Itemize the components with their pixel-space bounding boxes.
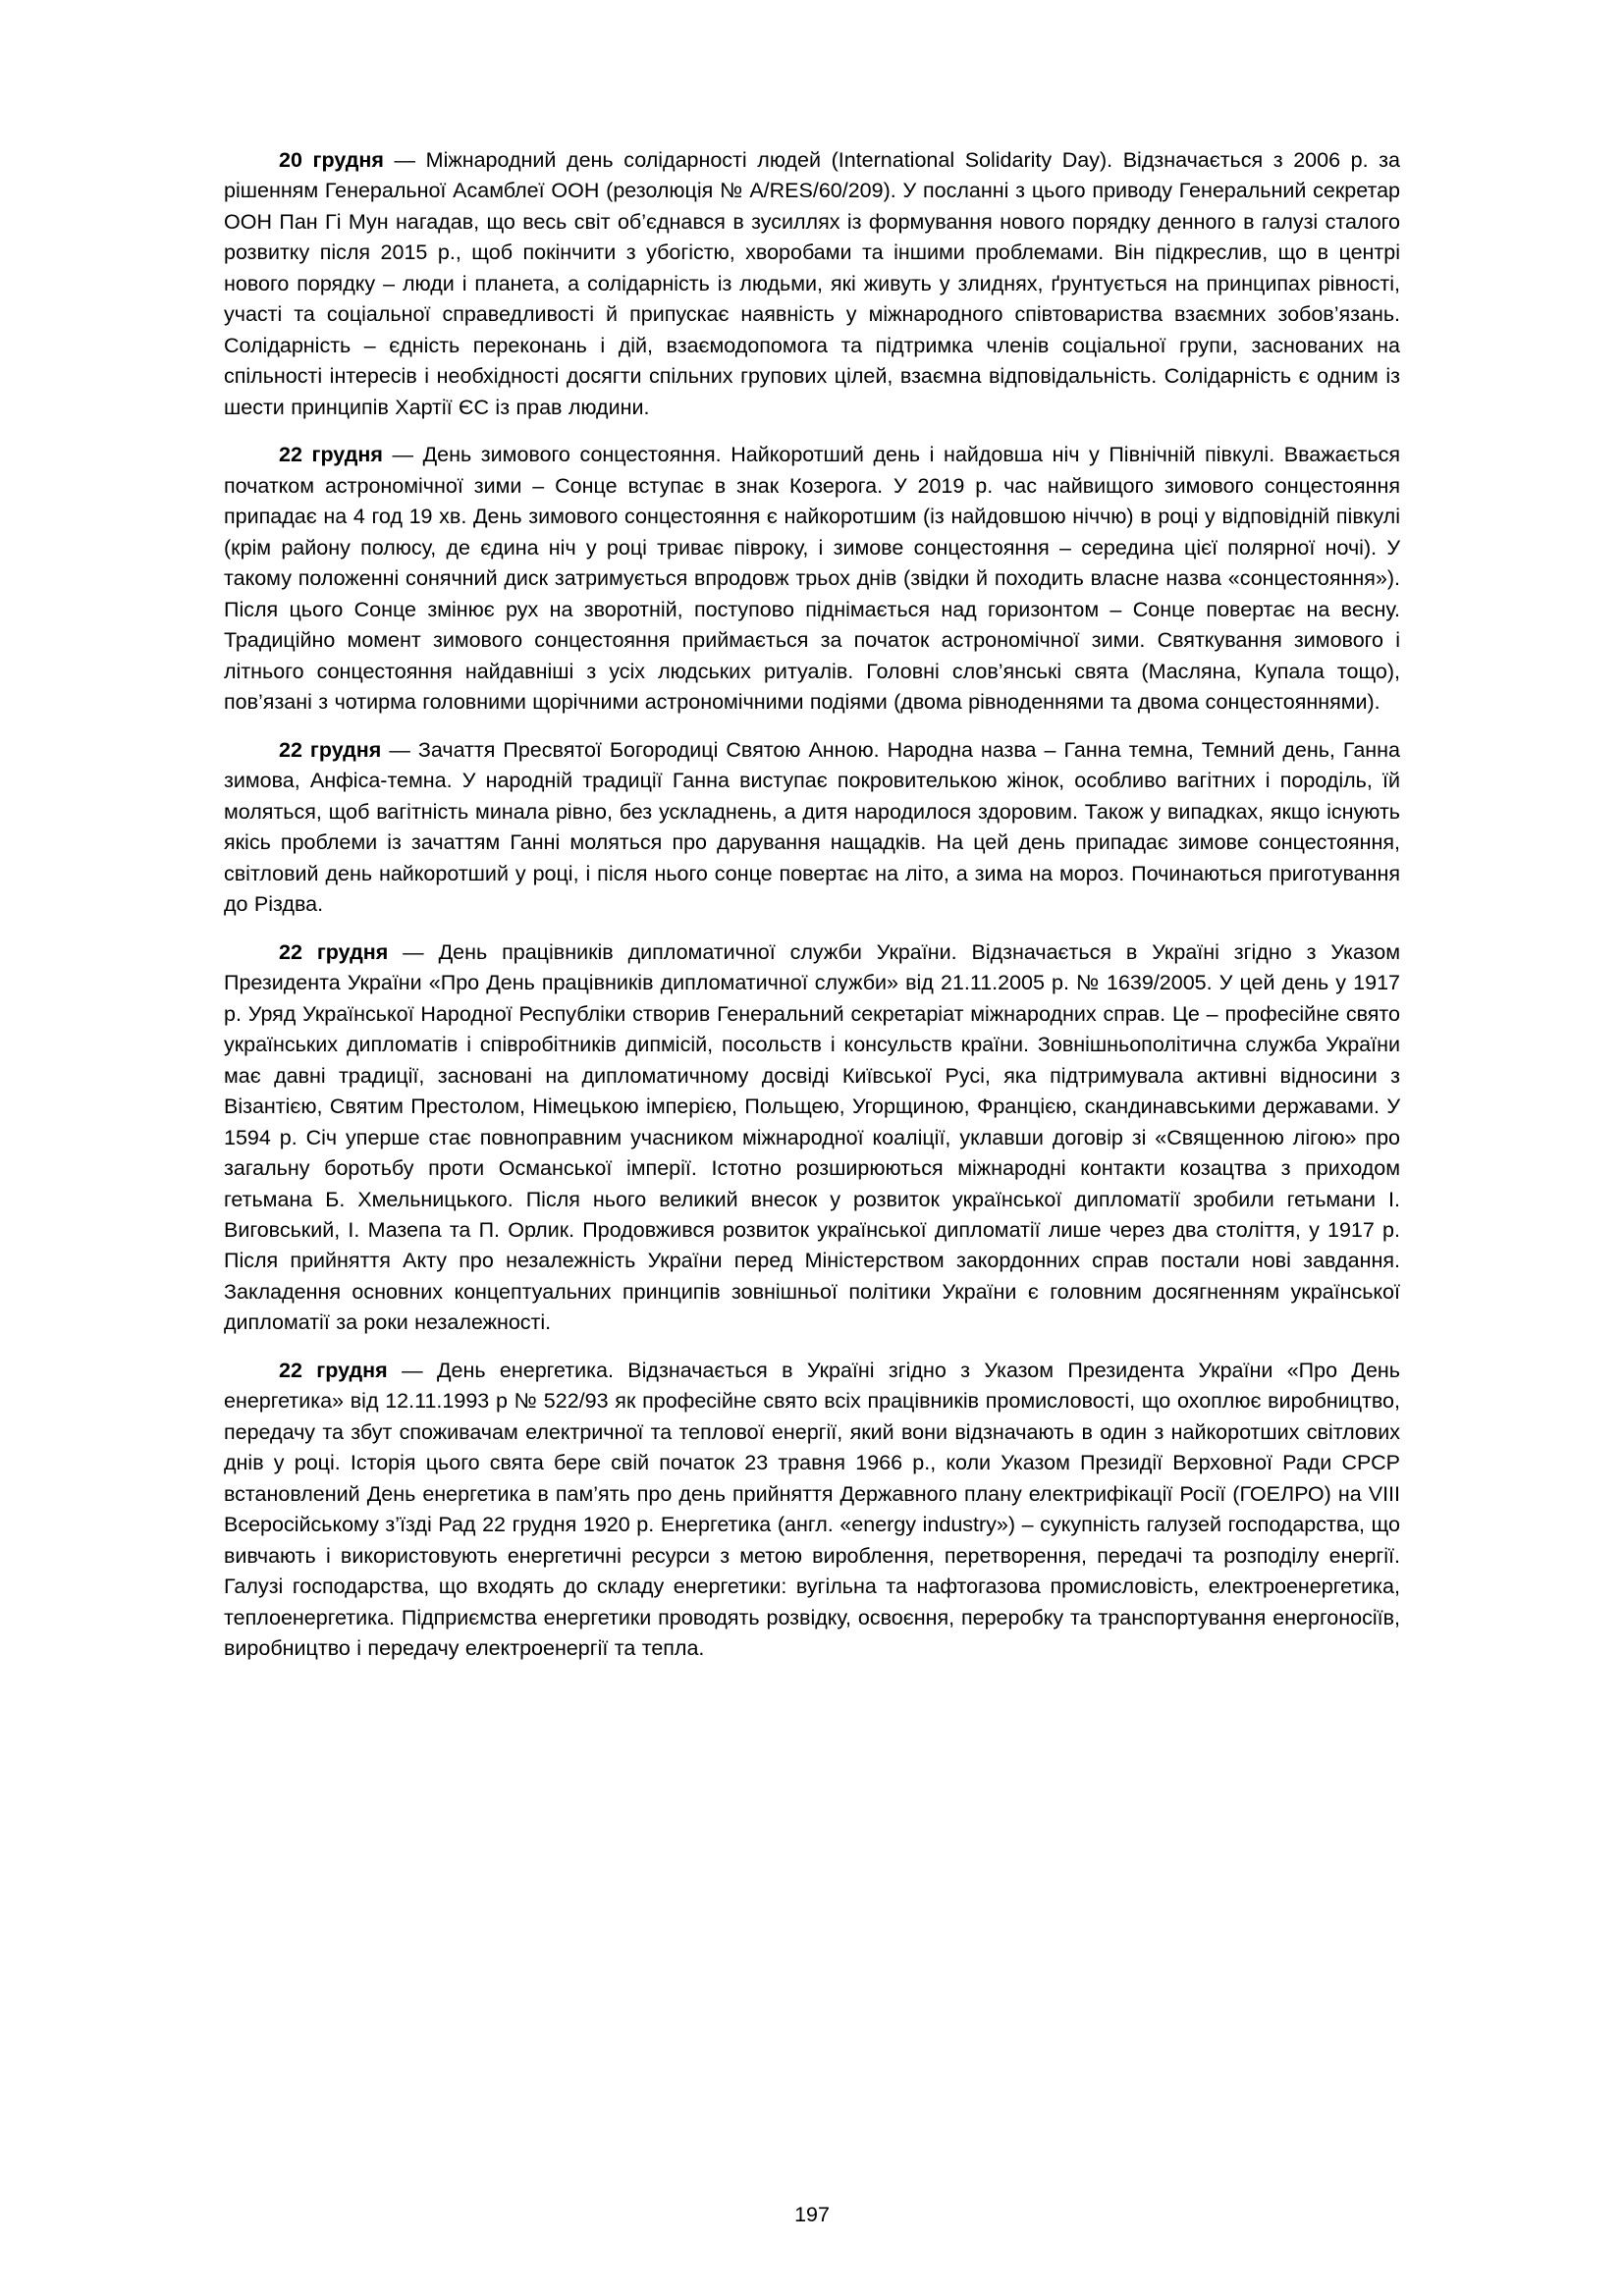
entry-text: День енергетика. Відзначається в Україні згідно з Указом Президента України «Про День енергетика» від 12.11.1993 р № 522/93 як професійне свято всіх працівників промисловості, що охоплює виробництво, передачу та збут споживачам електричної та теплової енергії, який вони відзначають в один з найкоротших світлових днів у році. Історія цього свята бере свій початок 23 травня 1966 р., коли Указом Президії Верховної Ради СРСР встановлений День енергетика в пам’ять про день прийняття Державного плану електрифікації Росії (ГОЕЛРО) на VIII Всеросійському з’їзді Рад 22 грудня 1920 р. Енергетика (англ. «energy industry») – сукупність галузей господарства, що вивчають і використовують енергетичні ресурси з метою вироблення, перетворення, передачі та розподілу енергії. Галузі господарства, що входять до складу енергетики: вугільна та нафтогазова промисловість, електроенергетика, теплоенергетика. Підприємства енергетики проводять розвідку, освоєння, переробку та транспортування енергоносіїв, виробництво і передачу електроенергії та тепла. (224, 1358, 1400, 1661)
entry-dash: — (382, 443, 423, 467)
entry-text: Міжнародний день солідарності людей (International Solidarity Day). Відзначається з 2006 р. за рішенням Генеральної Асамблеї ООН (резолюція № A/RES/60/209). У посланні з цього приводу Генеральний секретар ООН Пан Гі Мун нагадав, що весь світ об’єднався в зусиллях із формування нового порядку денного в галузі сталого розвитку після 2015 р., щоб покінчити з убогістю, хворобами та іншими проблемами. Він підкреслив, що в центрі нового порядку – люди і планета, а солідарність із людьми, які живуть у злиднях, ґрунтується на принципах рівності, участі та соціальної справедливості й припускає наявність у міжнародного співтовариства взаємних зобов’язань. Солідарність – єдність переконань і дій, взаємодопомога та підтримка членів соціальної групи, заснованих на спільності інтересів і необхідності досягти спільних групових цілей, взаємна відповідальність. Солідарність є одним із шести принципів Хартії ЄС із прав людини. (224, 148, 1400, 419)
calendar-entry (224, 145, 1400, 423)
entry-date: 20 грудня (279, 148, 384, 172)
entry-text: Зачаття Пресвятої Богородиці Святою Анною. Народна назва – Ганна темна, Темний день, Ганна зимова, Анфіса-темна. У народній традиції Ганна виступає покровителькою жінок, особливо вагітних і породіль, їй моляться, щоб вагітність минала рівно, без ускладнень, а дитя народилося здоровим. Також у випадках, якщо існують якісь проблеми із зачаттям Ганні моляться про дарування нащадків. На цей день припадає зимове сонцестояння, світловий день найкоротший у році, і після нього сонце повертає на літо, а зима на мороз. Починаються приготування до Різдва. (224, 737, 1401, 917)
entry-dash: — (388, 939, 439, 964)
calendar-entry (224, 937, 1400, 1339)
entry-date: 22 грудня (279, 443, 383, 467)
calendar-entry (224, 735, 1400, 921)
calendar-entry (224, 440, 1400, 718)
entry-date: 22 грудня (279, 1358, 388, 1382)
entry-text: День працівників дипломатичної служби України. Відзначається в Україні згідно з Указом Президента України «Про День працівників дипломатичної служби» від 21.11.2005 р. № 1639/2005. У цей день у 1917 р. Уряд Української Народної Республіки створив Генеральний секретаріат міжнародних справ. Це – професійне свято українських дипломатів і співробітників дипмісій, посольств і консульств країни. Зовнішньополітична служба України має давні традиції, засновані на дипломатичному досвіді Київської Русі, яка підтримувала активні відносини з Візантією, Святим Престолом, Німецькою імперією, Польщею, Угорщиною, Францією, скандинавськими державами. У 1594 р. Січ уперше стає повноправним учасником міжнародної коаліції, уклавши договір зі «Священною лігою» про загальну боротьбу проти Османської імперії. Істотно розширюються міжнародні контакти козацтва з приходом гетьмана Б. Хмельницького. Після нього великий внесок у розвиток української дипломатії зробили гетьмани І. Виговський, І. Мазепа та П. Орлик. Продовжився розвиток української дипломатії лише через два століття, у 1917 р. Після прийняття Акту про незалежність України перед Міністерством закордонних справ постали нові завдання. Закладення основних концептуальних принципів зовнішньої політики України є головним досягненням української дипломатії за роки незалежності. (224, 939, 1400, 1335)
calendar-entry (224, 1356, 1400, 1665)
entry-dash: — (381, 737, 418, 762)
entry-date: 22 грудня (279, 939, 389, 964)
entry-text: День зимового сонцестояння. Найкоротший день і найдовша ніч у Північній півкулі. Вважається початком астрономічної зими – Сонце вступає в знак Козерога. У 2019 р. час найвищого зимового сонцестояння припадає на 4 год 19 хв. День зимового сонцестояння є найкоротшим (із найдовшою ніччю) в році у відповідній півкулі (крім району полюсу, де єдина ніч у році триває півроку, і зимове сонцестояння – середина цієї полярної ночі). У такому положенні сонячний диск затримується впродовж трьох днів (звідки й походить власне назва «сонцестояння»). Після цього Сонце змінює рух на зворотній, поступово піднімається над горизонтом – Сонце повертає на весну. Традиційно момент зимового сонцестояння приймається за початок астрономічної зими. Святкування зимового і літнього сонцестояння найдавніші з усіх людських ритуалів. Головні слов’янські свята (Масляна, Купала тощо), пов’язані з чотирма головними щорічними астрономічними подіями (двома рівноденнями та двома сонцестояннями). (224, 443, 1400, 715)
entry-dash: — (387, 1358, 437, 1382)
entry-date: 22 грудня (279, 737, 382, 762)
page-number: 197 (794, 2202, 830, 2226)
entry-dash: — (383, 148, 426, 172)
